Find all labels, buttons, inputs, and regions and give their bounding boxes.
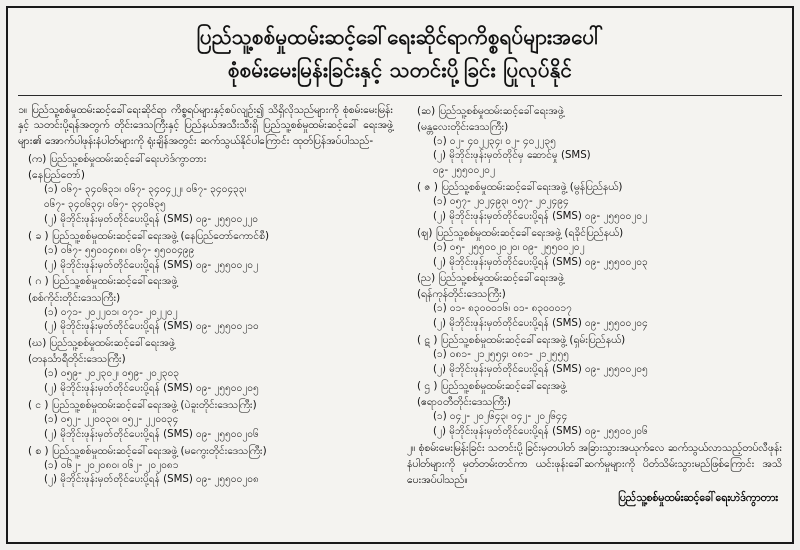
item-line: (၂) မိုဘိုင်းဖုန်းမှတ်တိုင်ပေးပို့ရန် (SMS) ၀၉- ၂၅၅၀၀၂၀၈ — [44, 474, 259, 486]
item-line: (၂) မိုဘိုင်းဖုန်းမှတ်တိုင်ပေးပို့ရန် (SMS) ၀၉- ၂၅၅၀၀၂၀၅ — [433, 363, 648, 375]
item-sublabel: (မန္တလေးတိုင်းဒေသကြီး) — [417, 120, 509, 133]
item-line: (၂) မိုဘိုင်းဖုန်းမှတ်တိုင်ပေးပို့ရန် (SMS) ၀၉- ၂၅၅၀၀၂၁၀ — [44, 321, 259, 333]
item-line: (၁) ၀၅၇- ၂၀၂၄၉၃၊ ၀၅၇- ၂၀၂၄၉၄ — [433, 196, 569, 208]
item-line: (၂) မိုဘိုင်းဖုန်းမှတ်တိုင်ပေးပို့ရန် (SMS) ၀၉- ၂၅၅၀၀၂၀၄ — [433, 318, 648, 330]
bordered-notice — [6, 6, 794, 544]
list-item — [18, 274, 393, 335]
item-line: (၁) ၀၆၇- ၅၅၀၀၄၈၈၊ ၀၆၇- ၅၅၀၀၄၉၉ — [44, 244, 195, 256]
item-line: (၂) မိုဘိုင်းဖုန်းမှတ်တိုင်ပေးပို့ရန် (SMS) ၀၉- ၂၅၅၀၀၂၀၅ — [44, 383, 259, 395]
list-item — [407, 104, 782, 180]
item-sublabel: (ဧရာဝတီတိုင်းဒေသကြီး) — [417, 395, 511, 408]
item-line: (၂) မိုဘိုင်းဖုန်းမှတ်တိုင်ပေးပို့ရန် (SMS) ၀၉- ၂၅၅၀၀၂၀၆ — [44, 428, 259, 440]
list-item — [18, 336, 393, 397]
item-line: (၂) မိုဘိုင်းဖုန်းမှတ်တိုင်မှ ဆောင်မှု (SMS) — [433, 150, 591, 162]
item-line: (၂) မိုဘိုင်းဖုန်းမှတ်တိုင်ပေးပို့ရန် (SMS) ၀၉- ၂၅၅၀၀၂၀၂ — [433, 210, 648, 222]
item-label: (ဆ) ပြည်သူ့စစ်မှုထမ်းဆင့်ခေါ်ရေးအဖွဲ့ — [417, 104, 564, 117]
item-line: (၁) ၀၇၁- ၂၀၂၂၀၁၊ ၀၇၁- ၂၀၂၂၀၂ — [44, 306, 178, 318]
list-item — [407, 333, 782, 378]
item-line: ၀၆၇- ၃၄၀၆၃၄၊ ၀၆၇- ၃၄၀၆၃၅ — [44, 199, 166, 211]
left-column — [18, 103, 393, 537]
list-item — [407, 180, 782, 225]
list-item — [407, 271, 782, 332]
closing-paragraph: ၂။ စုံစမ်းမေးမြန်းခြင်း သတင်းပို့ခြင်းမှတပါတ် အခြားသွားအယုက်လေ ဆက်သွယ်လာသည့်တပ်လီဖုန်းနံပါတ်များကို မှတ်တမ်းတင်ကာ ယင်းဖုန်းခေါ်ဆက်မှုများကို ပိတ်သိမ်းသွားမည်ဖြစ်ကြောင်း အသိ ပေးအပ်ပါသည်။ — [407, 442, 782, 486]
item-label: (က) ပြည်သူ့စစ်မှုထမ်းဆင့်ခေါ်ရေးဟဲဒ်ကွာတား — [28, 153, 207, 166]
right-column — [407, 103, 782, 537]
header-title-line-2: စုံစမ်းမေးမြန်းခြင်းနှင့် သတင်းပို့ခြင်း ပြုလုပ်နိုင် — [227, 57, 573, 82]
header-divider — [18, 95, 782, 96]
intro-paragraph: ၁။ ပြည်သူ့စစ်မှုထမ်းဆင့်ခေါ်ရေးဆိုင်ရာ ကိစ္စရပ်များနှင့်စပ်လျဉ်း၍ သိရှိလိုသည်များကို စုံစမ်းမေးမြန်းနှင့် သတင်းပို့ရန်အတွက် တိုင်းဒေသကြီးနှင့် ပြည်နယ်အသီးသီးရှိ ပြည်သူ့စစ်မှုထမ်းဆင့်ခေါ် ရေးအဖွဲ့များ၏ အောက်ပါဖုန်းနံပါတ်များကို ရုံးချိန်အတွင်း ဆက်သွယ်နိုင်ပါကြောင်း ထုတ်ပြန်အပ်ပါသည်- — [18, 103, 393, 147]
item-sublabel: (တနင်္သာရီတိုင်းဒေသကြီး) — [28, 353, 126, 366]
item-label: ( စ ) ပြည်သူ့စစ်မှုထမ်းဆင့်ခေါ်ရေးအဖွဲ့ (မကွေးတိုင်းဒေသကြီး) — [28, 444, 267, 457]
two-column-body — [18, 103, 782, 537]
list-item — [18, 152, 393, 228]
item-line: (၁) ၀၁- ၈၃၀၀၀၁၆၊ ၀၁- ၈၃၀၀၀၁၇ — [433, 303, 572, 315]
item-line: (၁) ၀၄၂- ၂၀၂၆၄၃၊ ၀၄၂- ၂၀၂၆၄၄ — [433, 410, 568, 422]
item-sublabel: (စစ်ကိုင်းတိုင်းဒေသကြီး) — [28, 291, 121, 304]
item-line: (၂) မိုဘိုင်းဖုန်းမှတ်တိုင်ပေးပို့ရန် (SMS) ၀၉- ၂၅၅၀၀၂၀၃ — [433, 256, 648, 268]
item-line: (၁) ၀၂- ၄၀၂၂၃၄၊ ၀၂- ၄၀၂၂၃၅ — [433, 135, 556, 147]
item-label: (ဃ) ပြည်သူ့စစ်မှုထမ်းဆင့်ခေါ်ရေးအဖွဲ့ — [28, 337, 175, 350]
list-item — [18, 398, 393, 443]
item-line: (၁) ၀၆၂- ၂၀၂၀၈၀၊ ၀၆၂- ၂၀၂၀၈၁ — [44, 459, 179, 471]
item-line: (၂) မိုဘိုင်းဖုန်းမှတ်တိုင်ပေးပို့ရန် (SMS) ၀၉- ၂၅၅၀၀၂၀၂ — [44, 259, 259, 271]
signature-line: ပြည်သူ့စစ်မှုထမ်းဆင့်ခေါ်ရေးဟဲဒ်ကွာတား — [618, 492, 778, 505]
item-label: ( င ) ပြည်သူ့စစ်မှုထမ်းဆင့်ခေါ်ရေးအဖွဲ့ (ပဲခူးတိုင်းဒေသကြီး) — [28, 398, 257, 411]
item-line: (၁) ၀၅၉- ၂၀၂၃၀၂၊ ၀၅၉- ၂၀၂၃၀၃ — [44, 368, 180, 380]
item-line: (၁) ၀၅- ၂၅၅၀၀၂၀၂၀၊ ၀၉- ၂၅၅၀၀၂၀၂ — [433, 241, 585, 253]
list-item — [407, 379, 782, 440]
item-line: (၂) မိုဘိုင်းဖုန်းမှတ်တိုင်ပေးပို့ရန် (SMS) ၀၉- ၂၅၅၀၀၂၀၆ — [433, 425, 648, 437]
item-line: ၀၉- ၂၅၅၀၀၂၀၂ — [433, 165, 496, 177]
list-item — [407, 226, 782, 271]
item-label: ( ခ ) ပြည်သူ့စစ်မှုထမ်းဆင့်ခေါ်ရေးအဖွဲ့ (နေပြည်တော်ကောင်စီ) — [28, 229, 270, 242]
item-label: ( ဂ ) ပြည်သူ့စစ်မှုထမ်းဆင့်ခေါ်ရေးအဖွဲ့ — [28, 275, 178, 288]
item-sublabel: (နေပြည်တော်) — [28, 169, 85, 182]
item-line: (၁) ၀၆၇- ၃၄၀၆၃၁၊ ၀၆၇- ၃၄၀၄၂၂၊ ၀၆၇- ၃၄၀၄၃၃၊ — [44, 184, 247, 196]
item-line: (၂) မိုဘိုင်းဖုန်းမှတ်တိုင်ပေးပို့ရန် (SMS) ၀၉- ၂၅၅၀၀၂၂၀ — [44, 214, 259, 226]
item-line: (၁) ၀၈၁- ၂၁၂၅၅၄၊ ၀၈၁- ၂၁၂၅၅၅ — [433, 349, 570, 361]
header-title-line-1: ပြည်သူ့စစ်မှုထမ်းဆင့်ခေါ်ရေးဆိုင်ရာကိစ္စရပ်များအပေါ် — [196, 25, 604, 49]
list-item — [18, 444, 393, 489]
item-sublabel: (ရန်ကုန်တိုင်းဒေသကြီး) — [417, 288, 506, 301]
item-label: (ဈ) ပြည်သူ့စစ်မှုထမ်းဆင့်ခေါ်ရေးအဖွဲ့ (ရခိုင်ပြည်နယ်) — [417, 226, 624, 239]
item-line: (၁) ၀၅၂- ၂၂၀၀၃၀၊ ၀၅၂- ၂၂၀၀၃၄ — [44, 413, 179, 425]
item-label: (ည) ပြည်သူ့စစ်မှုထမ်းဆင့်ခေါ်ရေးအဖွဲ့ — [417, 272, 564, 285]
list-item — [18, 229, 393, 274]
item-label: ( ဋ ) ပြည်သူ့စစ်မှုထမ်းဆင့်ခေါ်ရေးအဖွဲ့ (ရှမ်းပြည်နယ်) — [417, 334, 626, 346]
item-label: ( ဇ ) ပြည်သူ့စစ်မှုထမ်းဆင့်ခေါ်ရေးအဖွဲ့ (မွန်ပြည်နယ်) — [417, 181, 623, 193]
notice-header — [18, 16, 782, 86]
item-label: ( ဌ ) ပြည်သူ့စစ်မှုထမ်းဆင့်ခေါ်ရေးအဖွဲ့ — [417, 379, 567, 392]
